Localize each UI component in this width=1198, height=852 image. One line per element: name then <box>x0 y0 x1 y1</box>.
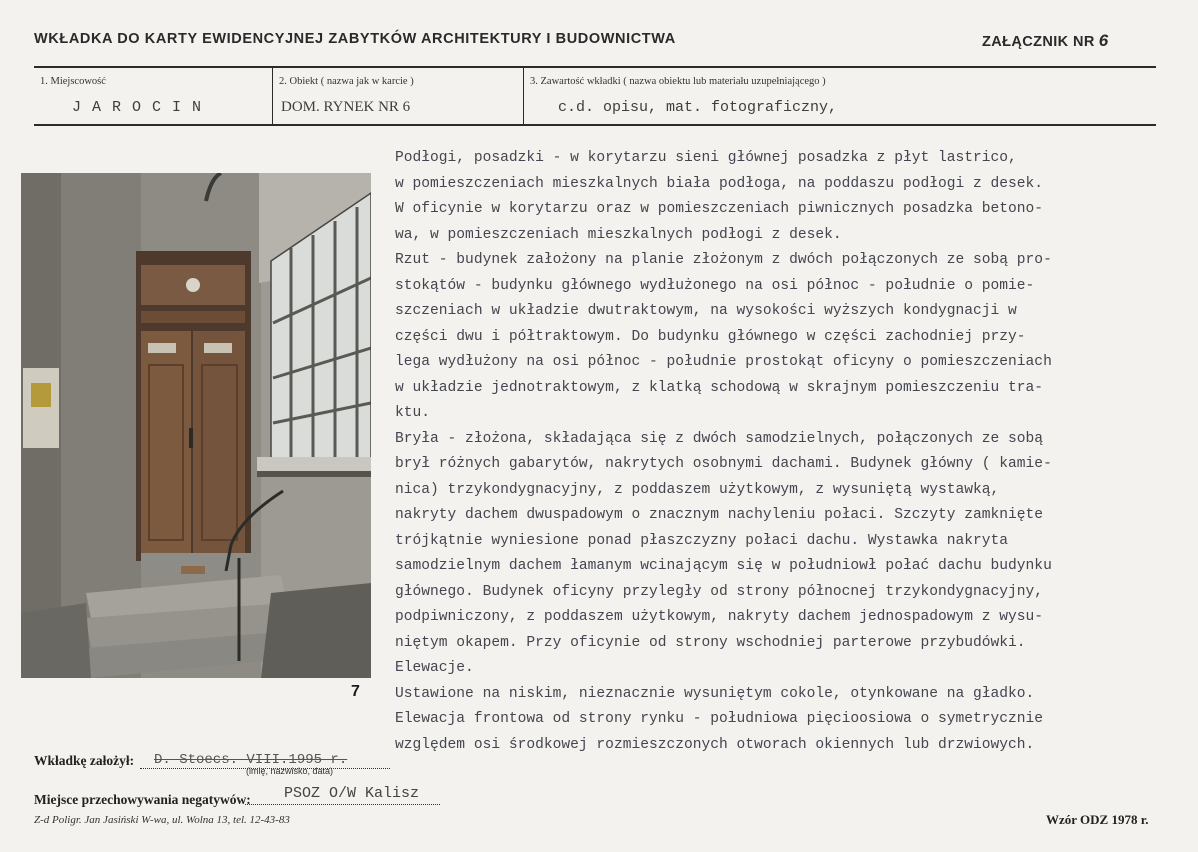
description-line: trójkątnie wyniesione ponad płaszczyzny połaci dachu. Wystawka nakryta <box>395 532 1009 549</box>
description-line: Bryła - złożona, składająca się z dwóch samodzielnych, połączonych ze sobą <box>395 430 1044 447</box>
printer-imprint: Z-d Poligr. Jan Jasiński W-wa, ul. Wolna 13, tel. 12-43-83 <box>34 814 290 826</box>
field-contents-value: c.d. opisu, mat. fotograficzny, <box>558 99 838 116</box>
photo-number: 7 <box>351 683 360 700</box>
description-line: części dwu i półtraktowym. Do budynku głównego w części zachodniej przy- <box>395 328 1026 345</box>
annex-label: ZAŁĄCZNIK NR <box>982 34 1095 50</box>
description-line: w pomieszczeniach mieszkalnych biała podłoga, na poddaszu podłogi z desek. <box>395 175 1044 192</box>
description-line: Ustawione na niskim, nieznacznie wysuniętym cokole, otynkowane na gładko. <box>395 685 1035 702</box>
photo-illustration <box>21 173 371 678</box>
storage-label: Miejsce przechowywania negatywów: <box>34 792 251 807</box>
description-line: względem osi środkowej rozmieszczonych otworach okiennych lub drzwiowych. <box>395 736 1035 753</box>
annex-heading <box>982 31 1109 51</box>
field-locality <box>34 68 272 124</box>
description-line: Podłogi, posadzki - w korytarzu sieni głównej posadzka z płyt lastrico, <box>395 150 1017 166</box>
description-line: samodzielnym dachem łamanym wcinającym się w południowł połać dachu budynku <box>395 558 1052 574</box>
storage-dotted-line <box>245 804 440 805</box>
description-line: podpiwniczony, z poddaszem użytkowym, nakryty dachem jednospadowym z wysu- <box>395 609 1044 625</box>
field-object-value: DOM. RYNEK NR 6 <box>281 99 411 115</box>
storage-value: PSOZ O/W Kalisz <box>284 785 420 802</box>
description-line: szczeniach w układzie dwutraktowym, na wysokości wyższych kondygnacji w <box>395 303 1017 319</box>
annex-number: 6 <box>1098 31 1109 50</box>
building-entrance-photo <box>21 173 371 678</box>
description-line: Elewacje. <box>395 660 474 676</box>
field-object <box>272 68 524 124</box>
description-line: nica) trzykondygnacyjny, z poddaszem użytkowym, z wysuniętą wystawką, <box>395 481 1000 498</box>
description-line: Rzut - budynek założony na planie złożonym z dwóch połączonych ze sobą pro- <box>395 252 1052 268</box>
description-line: wa, w pomieszczeniach mieszkalnych podłogi z desek. <box>395 226 842 243</box>
description-line: głównego. Budynek oficyny przyległy od strony północnej trzykondygnacyjny, <box>395 583 1044 600</box>
description-line: brył różnych gabarytów, nakrytych osobnymi dachami. Budynek główny ( kamie- <box>395 456 1052 472</box>
description-line: w układzie jednotraktowym, z klatką schodową w skrajnym pomieszczeniu tra- <box>395 379 1044 396</box>
card-title: WKŁADKA DO KARTY EWIDENCYJNEJ ZABYTKÓW ARCHITEKTURY I BUDOWNICTWA <box>34 31 676 47</box>
description-line: lega wydłużony na osi północ - południe prostokąt oficyny o pomieszczeniach <box>395 354 1052 370</box>
founder-hint: (imię, nazwisko, data) <box>246 766 334 776</box>
founder-label: Wkładkę założył: <box>34 753 135 768</box>
field-locality-label: 1. Miejscowość <box>40 76 106 87</box>
wooden-door <box>141 331 245 556</box>
field-contents <box>523 68 1157 124</box>
description-line: nakryty dachem dwuspadowym o znacznym nachyleniu połaci. Szczyty zamknięte <box>395 507 1044 523</box>
field-contents-label: 3. Zawartość wkładki ( nazwa obiektu lub materiału uzupełniającego ) <box>530 76 826 87</box>
description-line: niętym okapem. Przy oficynie od strony wschodniej parterowe przybudówki. <box>395 634 1026 651</box>
founder-value: D. Stoecs. VIII.1995 r. <box>154 752 348 768</box>
description-line: W oficynie w korytarzu oraz w pomieszczeniach piwnicznych posadzka betono- <box>395 201 1044 217</box>
form-mark: Wzór ODZ 1978 r. <box>1046 812 1149 827</box>
description-line: ktu. <box>395 405 431 421</box>
field-locality-value: JAROCIN <box>72 99 213 116</box>
description-text <box>395 146 1155 758</box>
description-line: Elewacja frontowa od strony rynku - południowa pięcioosiowa o symetrycznie <box>395 711 1044 727</box>
fields-table <box>34 66 1156 126</box>
field-object-label: 2. Obiekt ( nazwa jak w karcie ) <box>279 76 414 87</box>
description-line: stokątów - budynku głównego wydłużonego na osi północ - południe o pomie- <box>395 277 1035 294</box>
